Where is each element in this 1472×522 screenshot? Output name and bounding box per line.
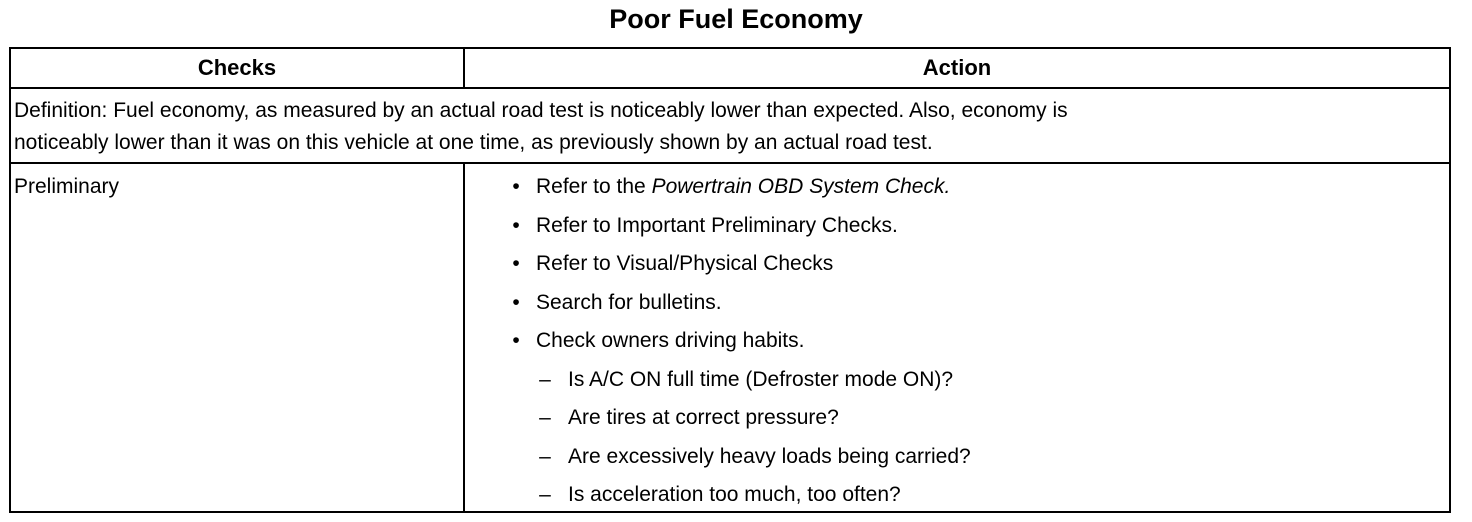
definition-line-2: noticeably lower than it was on this vehicle at one time, as previously shown by an actual road test. xyxy=(14,131,933,154)
dash-icon: – xyxy=(539,406,551,429)
sub-list-item xyxy=(465,403,1435,442)
dash-icon: – xyxy=(539,483,551,506)
bullet-icon: • xyxy=(512,290,520,314)
table-header-row xyxy=(11,49,1449,89)
list-item xyxy=(465,288,1435,327)
sub-action-text: Is acceleration too much, too often? xyxy=(568,483,901,506)
sub-action-text: Is A/C ON full time (Defroster mode ON)? xyxy=(568,367,954,391)
table-row xyxy=(11,164,1449,511)
list-item xyxy=(465,249,1435,288)
sub-action-text: Are excessively heavy loads being carried? xyxy=(568,444,971,468)
bullet-icon: • xyxy=(512,329,520,352)
action-text xyxy=(536,172,950,202)
bullet-icon: • xyxy=(512,252,520,275)
action-text: Refer to Visual/Physical Checks xyxy=(536,252,834,275)
action-prefix: Refer to the xyxy=(536,175,652,198)
sub-list-item xyxy=(465,480,1435,519)
bullet-icon: • xyxy=(512,213,520,237)
action-text: Check owners driving habits. xyxy=(536,329,805,352)
diagnostic-table xyxy=(9,47,1451,513)
check-cell-preliminary: Preliminary xyxy=(14,175,120,198)
dash-icon: – xyxy=(539,444,551,468)
definition-row xyxy=(11,89,1449,164)
action-emphasis: Powertrain OBD System Check. xyxy=(651,175,951,198)
action-text: Search for bulletins. xyxy=(536,290,722,314)
sub-list-item xyxy=(465,442,1435,481)
header-checks: Checks xyxy=(197,55,277,80)
bullet-icon: • xyxy=(512,175,520,198)
action-list xyxy=(465,172,1435,519)
definition-line-1: Definition: Fuel economy, as measured by an actual road test is noticeably lower than expected. Also, economy is xyxy=(14,99,1068,122)
sub-action-text: Are tires at correct pressure? xyxy=(568,406,839,429)
header-action: Action xyxy=(922,55,992,80)
page-title: Poor Fuel Economy xyxy=(609,4,863,34)
list-item xyxy=(465,172,1435,211)
sub-list-item xyxy=(465,365,1435,404)
dash-icon: – xyxy=(539,367,551,391)
list-item xyxy=(465,211,1435,250)
list-item xyxy=(465,326,1435,365)
action-text: Refer to Important Preliminary Checks. xyxy=(536,213,898,237)
